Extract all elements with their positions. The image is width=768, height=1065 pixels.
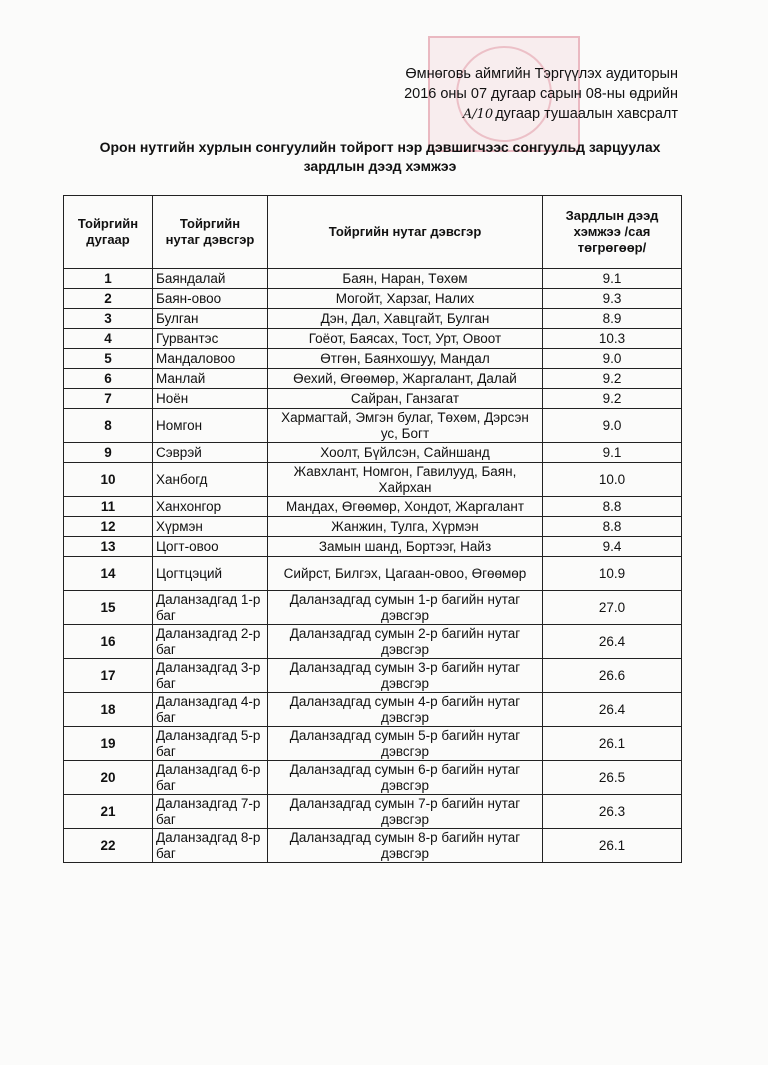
district-name-cell: Манлай: [153, 369, 268, 389]
title-line-1: Орон нутгийн хурлын сонгуулийн тойрогт нэр дэвшигчээс сонгуульд зарцуулах: [99, 139, 661, 155]
district-name-cell: Даланзадгад 3-р баг: [153, 659, 268, 693]
expense-limit-cell: 26.6: [543, 659, 682, 693]
expense-limit-cell: 26.4: [543, 693, 682, 727]
district-area-cell: Даланзадгад сумын 8-р багийн нутаг дэвсгэр: [268, 829, 543, 863]
table-body: [64, 269, 682, 863]
district-name-cell: Булган: [153, 309, 268, 329]
district-number-cell: 5: [64, 349, 153, 369]
district-name-cell: Даланзадгад 2-р баг: [153, 625, 268, 659]
header-line-3-text: дугаар тушаалын хавсралт: [495, 106, 678, 122]
district-number-cell: 2: [64, 289, 153, 309]
district-area-cell: Баян, Наран, Төхөм: [268, 269, 543, 289]
expense-limit-cell: 9.1: [543, 269, 682, 289]
document-header: [404, 64, 678, 125]
district-name-cell: Номгон: [153, 409, 268, 443]
table-row: [64, 557, 682, 591]
district-number-cell: 20: [64, 761, 153, 795]
district-name-cell: Ханбогд: [153, 463, 268, 497]
district-number-cell: 16: [64, 625, 153, 659]
expense-limit-cell: 26.3: [543, 795, 682, 829]
district-number-cell: 6: [64, 369, 153, 389]
district-name-cell: Баян-овоо: [153, 289, 268, 309]
table-row: [64, 537, 682, 557]
header-district-area: Тойргийн нутаг дэвсгэр: [268, 196, 543, 269]
table-row: [64, 795, 682, 829]
district-number-cell: 12: [64, 517, 153, 537]
expense-limit-cell: 26.5: [543, 761, 682, 795]
expense-limit-cell: 9.0: [543, 409, 682, 443]
table-header-row: [64, 196, 682, 269]
district-area-cell: Сийрст, Билгэх, Цагаан-овоо, Өгөөмөр: [268, 557, 543, 591]
district-number-cell: 13: [64, 537, 153, 557]
district-area-cell: Даланзадгад сумын 3-р багийн нутаг дэвсгэр: [268, 659, 543, 693]
district-name-cell: Ханхонгор: [153, 497, 268, 517]
district-number-cell: 21: [64, 795, 153, 829]
district-area-cell: Өтгөн, Баянхошуу, Мандал: [268, 349, 543, 369]
district-area-cell: Сайран, Ганзагат: [268, 389, 543, 409]
district-number-cell: 11: [64, 497, 153, 517]
district-area-cell: Хоолт, Бүйлсэн, Сайншанд: [268, 443, 543, 463]
expense-limit-cell: 26.1: [543, 829, 682, 863]
order-number-handwritten: A/10: [462, 107, 494, 122]
expense-limit-cell: 10.9: [543, 557, 682, 591]
table-row: [64, 761, 682, 795]
district-name-cell: Даланзадгад 6-р баг: [153, 761, 268, 795]
district-number-cell: 10: [64, 463, 153, 497]
table-row: [64, 497, 682, 517]
district-area-cell: Даланзадгад сумын 7-р багийн нутаг дэвсгэр: [268, 795, 543, 829]
district-name-cell: Даланзадгад 1-р баг: [153, 591, 268, 625]
district-area-cell: Замын шанд, Бортээг, Найз: [268, 537, 543, 557]
expense-limit-cell: 9.2: [543, 369, 682, 389]
expense-limit-cell: 27.0: [543, 591, 682, 625]
district-number-cell: 22: [64, 829, 153, 863]
expense-limit-cell: 26.4: [543, 625, 682, 659]
district-number-cell: 4: [64, 329, 153, 349]
table-row: [64, 693, 682, 727]
document-title: [60, 138, 700, 176]
table-row: [64, 517, 682, 537]
header-line-1: Өмнөговь аймгийн Тэргүүлэх аудиторын: [405, 66, 678, 82]
district-area-cell: Жавхлант, Номгон, Гавилууд, Баян, Хайрхан: [268, 463, 543, 497]
expense-limit-cell: 26.1: [543, 727, 682, 761]
expense-limit-cell: 10.3: [543, 329, 682, 349]
district-name-cell: Хүрмэн: [153, 517, 268, 537]
district-name-cell: Даланзадгад 5-р баг: [153, 727, 268, 761]
table-row: [64, 727, 682, 761]
expense-limit-cell: 8.8: [543, 517, 682, 537]
district-number-cell: 17: [64, 659, 153, 693]
district-name-cell: Даланзадгад 7-р баг: [153, 795, 268, 829]
district-number-cell: 14: [64, 557, 153, 591]
table-row: [64, 309, 682, 329]
header-expense-limit: Зардлын дээд хэмжээ /сая төгрөгөөр/: [543, 196, 682, 269]
district-number-cell: 1: [64, 269, 153, 289]
table-row: [64, 389, 682, 409]
district-name-cell: Цогт-овоо: [153, 537, 268, 557]
district-number-cell: 9: [64, 443, 153, 463]
table-row: [64, 349, 682, 369]
title-line-2: зардлын дээд хэмжээ: [303, 158, 457, 174]
district-name-cell: Сэврэй: [153, 443, 268, 463]
district-number-cell: 3: [64, 309, 153, 329]
district-number-cell: 7: [64, 389, 153, 409]
district-area-cell: Даланзадгад сумын 4-р багийн нутаг дэвсгэр: [268, 693, 543, 727]
header-line-3: [404, 104, 678, 125]
district-number-cell: 18: [64, 693, 153, 727]
table-row: [64, 329, 682, 349]
district-area-cell: Даланзадгад сумын 5-р багийн нутаг дэвсгэр: [268, 727, 543, 761]
district-area-cell: Хармагтай, Эмгэн булаг, Төхөм, Дэрсэн ус, Богт: [268, 409, 543, 443]
expense-limit-table: [63, 195, 682, 863]
expense-limit-cell: 9.3: [543, 289, 682, 309]
expense-limit-cell: 9.2: [543, 389, 682, 409]
district-number-cell: 8: [64, 409, 153, 443]
table-row: [64, 463, 682, 497]
table-row: [64, 409, 682, 443]
expense-limit-cell: 8.9: [543, 309, 682, 329]
district-area-cell: Даланзадгад сумын 6-р багийн нутаг дэвсгэр: [268, 761, 543, 795]
district-number-cell: 19: [64, 727, 153, 761]
header-line-2: 2016 оны 07 дугаар сарын 08-ны өдрийн: [404, 86, 678, 102]
table-row: [64, 625, 682, 659]
table-row: [64, 443, 682, 463]
expense-limit-cell: 9.0: [543, 349, 682, 369]
table-row: [64, 269, 682, 289]
expense-limit-cell: 9.4: [543, 537, 682, 557]
district-name-cell: Баяндалай: [153, 269, 268, 289]
district-area-cell: Даланзадгад сумын 2-р багийн нутаг дэвсгэр: [268, 625, 543, 659]
table-row: [64, 591, 682, 625]
district-area-cell: Гоёот, Баясах, Тост, Урт, Овоот: [268, 329, 543, 349]
table-row: [64, 369, 682, 389]
district-area-cell: Мандах, Өгөөмөр, Хондот, Жаргалант: [268, 497, 543, 517]
table-row: [64, 659, 682, 693]
district-name-cell: Гурвантэс: [153, 329, 268, 349]
table-row: [64, 829, 682, 863]
district-area-cell: Жанжин, Тулга, Хүрмэн: [268, 517, 543, 537]
district-number-cell: 15: [64, 591, 153, 625]
district-area-cell: Өехий, Өгөөмөр, Жаргалант, Далай: [268, 369, 543, 389]
district-name-cell: Мандаловоо: [153, 349, 268, 369]
district-name-cell: Цогтцэций: [153, 557, 268, 591]
district-name-cell: Ноён: [153, 389, 268, 409]
district-name-cell: Даланзадгад 4-р баг: [153, 693, 268, 727]
table-row: [64, 289, 682, 309]
header-district-territory: Тойргийн нутаг дэвсгэр: [153, 196, 268, 269]
expense-limit-cell: 10.0: [543, 463, 682, 497]
district-area-cell: Дэн, Дал, Хавцгайт, Булган: [268, 309, 543, 329]
expense-limit-cell: 8.8: [543, 497, 682, 517]
district-name-cell: Даланзадгад 8-р баг: [153, 829, 268, 863]
district-area-cell: Могойт, Харзаг, Налих: [268, 289, 543, 309]
district-area-cell: Даланзадгад сумын 1-р багийн нутаг дэвсгэр: [268, 591, 543, 625]
header-district-number: Тойргийн дугаар: [64, 196, 153, 269]
expense-limit-cell: 9.1: [543, 443, 682, 463]
